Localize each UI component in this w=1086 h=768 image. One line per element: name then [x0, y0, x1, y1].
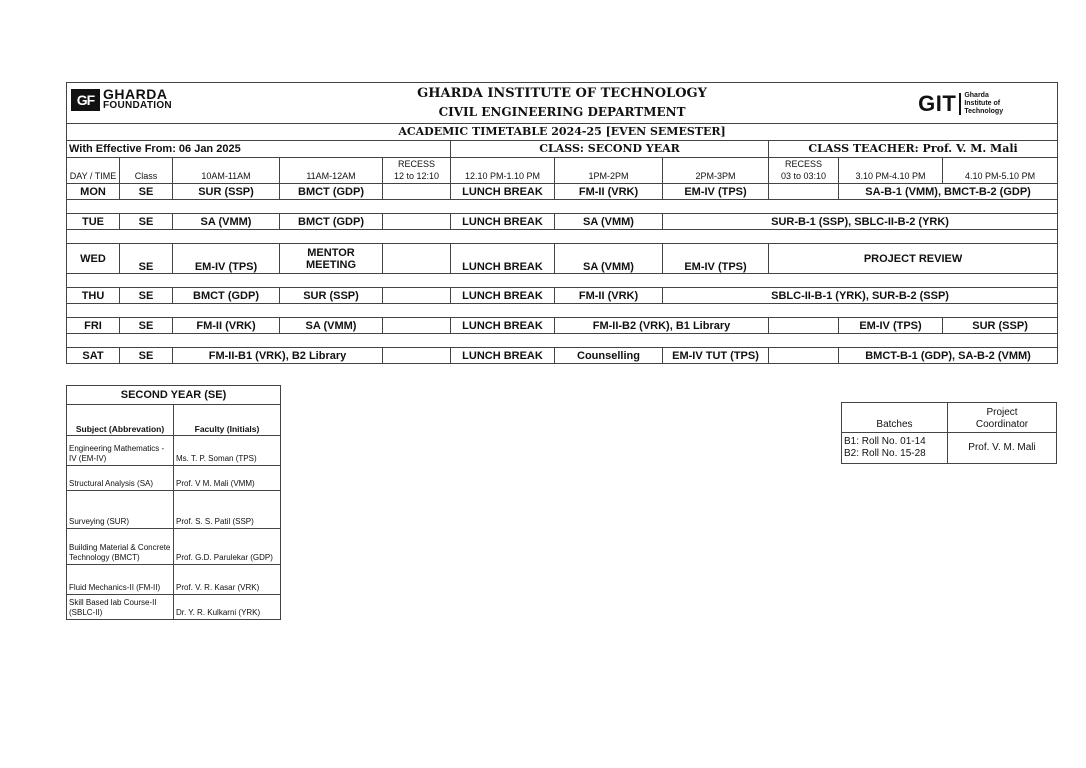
- git-logo-line2: Institute of: [964, 100, 1001, 107]
- recess-cell: [383, 348, 451, 364]
- slot-cell: EM-IV TUT (TPS): [663, 348, 769, 364]
- slot-cell: SUR (SSP): [173, 184, 280, 200]
- coordinator-header-line2: Coordinator: [975, 419, 1029, 430]
- slot-cell: SUR (SSP): [943, 318, 1058, 334]
- git-logo-mark: GIT: [918, 93, 961, 115]
- logo-text-gharda: GHARDA: [103, 86, 168, 102]
- col-class: Class: [120, 158, 173, 184]
- slot-cell: FM-II (VRK): [555, 184, 663, 200]
- lunch-cell: LUNCH BREAK: [451, 184, 555, 200]
- academic-timetable-title: ACADEMIC TIMETABLE 2024-25 [EVEN SEMESTER]: [67, 124, 1058, 141]
- recess-cell: [769, 184, 839, 200]
- class-cell: SE: [120, 244, 173, 274]
- subject-table-title: SECOND YEAR (SE): [67, 386, 281, 405]
- subject-name: Engineering Mathematics - IV (EM-IV): [67, 436, 174, 466]
- slot-cell: Counselling: [555, 348, 663, 364]
- git-logo-line3: Technology: [964, 108, 1004, 115]
- lunch-cell: LUNCH BREAK: [451, 214, 555, 230]
- subject-name: Surveying (SUR): [67, 491, 174, 529]
- subject-row: [67, 466, 281, 491]
- slot-cell: SUR (SSP): [280, 288, 383, 304]
- row-sat: [67, 348, 1058, 364]
- gf-logo-mark: GF: [71, 89, 100, 111]
- class-cell: SE: [120, 318, 173, 334]
- slot-cell: EM-IV (TPS): [663, 184, 769, 200]
- subject-row: [67, 565, 281, 595]
- faculty-name: Ms. T. P. Soman (TPS): [174, 436, 281, 466]
- col-12-10pm: 12.10 PM-1.10 PM: [451, 158, 555, 184]
- subject-row: [67, 595, 281, 620]
- gharda-foundation-logo: [71, 86, 172, 111]
- row-spacer: [67, 200, 1058, 214]
- lunch-cell: LUNCH BREAK: [451, 288, 555, 304]
- slot-cell: SBLC-II-B-1 (YRK), SUR-B-2 (SSP): [663, 288, 1058, 304]
- class-label: CLASS: SECOND YEAR: [451, 141, 769, 158]
- mentor-line1: MENTOR: [307, 246, 355, 259]
- slot-cell: SA (VMM): [555, 244, 663, 274]
- slot-cell: FM-II (VRK): [555, 288, 663, 304]
- faculty-header: Faculty (Initials): [174, 405, 281, 436]
- class-cell: SE: [120, 348, 173, 364]
- recess-cell: [383, 184, 451, 200]
- recess-label: RECESS: [397, 159, 435, 169]
- batches-table: [841, 402, 1057, 464]
- row-spacer: [67, 304, 1058, 318]
- git-logo-line1: Gharda: [964, 92, 989, 99]
- subject-row: [67, 529, 281, 565]
- slot-cell: SA (VMM): [555, 214, 663, 230]
- lunch-cell: LUNCH BREAK: [451, 318, 555, 334]
- slot-cell: EM-IV (TPS): [663, 244, 769, 274]
- batches-header: Batches: [842, 403, 948, 433]
- subject-table: [66, 385, 281, 620]
- recess-cell: [769, 348, 839, 364]
- row-fri: [67, 318, 1058, 334]
- faculty-name: Dr. Y. R. Kulkarni (YRK): [174, 595, 281, 620]
- subject-header: Subject (Abbrevation): [67, 405, 174, 436]
- batch-b2: B2: Roll No. 15-28: [844, 448, 926, 459]
- recess-cell: [769, 318, 839, 334]
- recess-label: RECESS: [784, 159, 822, 169]
- col-recess-1: [383, 158, 451, 184]
- row-spacer: [67, 334, 1058, 348]
- row-spacer: [67, 274, 1058, 288]
- slot-cell: [280, 244, 383, 274]
- faculty-name: Prof. S. S. Patil (SSP): [174, 491, 281, 529]
- faculty-name: Prof. G.D. Parulekar (GDP): [174, 529, 281, 565]
- institute-title: GHARDA INSTITUTE OF TECHNOLOGY: [417, 86, 707, 101]
- slot-cell: PROJECT REVIEW: [769, 244, 1058, 274]
- col-10am: 10AM-11AM: [173, 158, 280, 184]
- subject-name: Building Material & Concrete Technology (BMCT): [67, 529, 174, 565]
- subject-row: [67, 491, 281, 529]
- day-cell: THU: [67, 288, 120, 304]
- row-mon: [67, 184, 1058, 200]
- slot-cell: BMCT (GDP): [280, 214, 383, 230]
- slot-cell: BMCT (GDP): [280, 184, 383, 200]
- title-block: [67, 83, 1058, 124]
- day-cell: SAT: [67, 348, 120, 364]
- col-4-10pm: 4.10 PM-5.10 PM: [943, 158, 1058, 184]
- class-cell: SE: [120, 184, 173, 200]
- recess-cell: [383, 214, 451, 230]
- row-tue: [67, 214, 1058, 230]
- timetable: [66, 82, 1058, 364]
- day-cell: FRI: [67, 318, 120, 334]
- row-thu: [67, 288, 1058, 304]
- subject-name: Structural Analysis (SA): [67, 466, 174, 491]
- effective-date: With Effective From: 06 Jan 2025: [67, 141, 451, 158]
- subject-name: Skill Based lab Course-II (SBLC-II): [67, 595, 174, 620]
- day-cell: TUE: [67, 214, 120, 230]
- subject-name: Fluid Mechanics-II (FM-II): [67, 565, 174, 595]
- slot-cell: EM-IV (TPS): [839, 318, 943, 334]
- slot-cell: FM-II (VRK): [173, 318, 280, 334]
- slot-cell: SA (VMM): [173, 214, 280, 230]
- class-cell: SE: [120, 288, 173, 304]
- faculty-name: Prof. V M. Mali (VMM): [174, 466, 281, 491]
- recess-cell: [383, 288, 451, 304]
- slot-cell: SA-B-1 (VMM), BMCT-B-2 (GDP): [839, 184, 1058, 200]
- recess-cell: [383, 244, 451, 274]
- batch-list: [842, 433, 948, 464]
- batch-b1: B1: Roll No. 01-14: [844, 436, 926, 447]
- slot-cell: BMCT-B-1 (GDP), SA-B-2 (VMM): [839, 348, 1058, 364]
- col-2pm: 2PM-3PM: [663, 158, 769, 184]
- department-title: CIVIL ENGINEERING DEPARTMENT: [438, 105, 686, 119]
- coordinator-name: Prof. V. M. Mali: [948, 433, 1057, 464]
- slot-cell: SA (VMM): [280, 318, 383, 334]
- lunch-cell: LUNCH BREAK: [451, 244, 555, 274]
- recess-time: 03 to 03:10: [780, 171, 827, 181]
- recess-cell: [383, 318, 451, 334]
- slot-cell: SUR-B-1 (SSP), SBLC-II-B-2 (YRK): [663, 214, 1058, 230]
- col-11am: 11AM-12AM: [280, 158, 383, 184]
- logo-text-foundation: FOUNDATION: [103, 100, 172, 111]
- coordinator-header-line1: Project: [986, 407, 1018, 418]
- day-cell: WED: [67, 244, 120, 274]
- slot-cell: EM-IV (TPS): [173, 244, 280, 274]
- recess-time: 12 to 12:10: [393, 171, 440, 181]
- git-logo: [918, 92, 1003, 116]
- lunch-cell: LUNCH BREAK: [451, 348, 555, 364]
- faculty-name: Prof. V. R. Kasar (VRK): [174, 565, 281, 595]
- col-day-time: DAY / TIME: [67, 158, 120, 184]
- day-cell: MON: [67, 184, 120, 200]
- class-teacher: CLASS TEACHER: Prof. V. M. Mali: [769, 141, 1058, 158]
- slot-cell: FM-II-B2 (VRK), B1 Library: [555, 318, 769, 334]
- class-cell: SE: [120, 214, 173, 230]
- col-3-10pm: 3.10 PM-4.10 PM: [839, 158, 943, 184]
- mentor-line2: MEETING: [305, 258, 357, 271]
- row-spacer: [67, 230, 1058, 244]
- row-wed: [67, 244, 1058, 274]
- slot-cell: FM-II-B1 (VRK), B2 Library: [173, 348, 383, 364]
- subject-row: [67, 436, 281, 466]
- coordinator-header: [948, 403, 1057, 433]
- col-1pm: 1PM-2PM: [555, 158, 663, 184]
- slot-cell: BMCT (GDP): [173, 288, 280, 304]
- col-recess-2: [769, 158, 839, 184]
